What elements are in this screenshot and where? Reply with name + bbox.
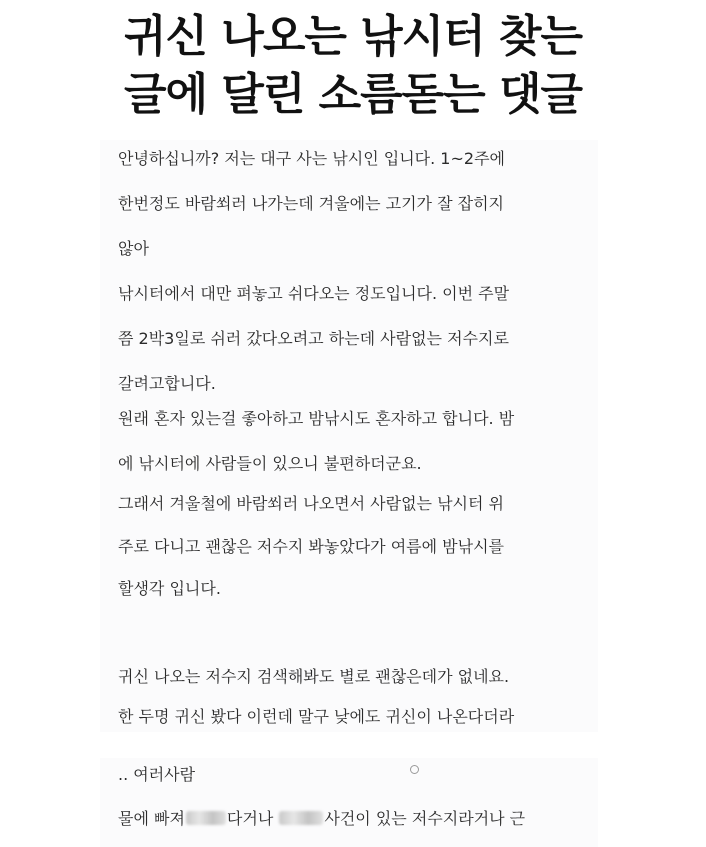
post-line: 귀신 나오는 저수지 검색해봐도 별로 괜찮은데가 없네요. [118, 667, 510, 686]
post-line: 원래 혼자 있는걸 좋아하고 밤낚시도 혼자하고 합니다. 밤 [118, 409, 515, 428]
post-line: 주로 다니고 괜찮은 저수지 봐놓았다가 여름에 밤낚시를 [118, 537, 505, 556]
post-line: 안녕하십니까? 저는 대구 사는 낚시인 입니다. 1~2주에 [118, 149, 505, 168]
cursor-indicator [410, 765, 419, 774]
censored-text [186, 811, 226, 825]
post-line: 한번정도 바람쐬러 나가는데 겨울에는 고기가 잘 잡히지 [118, 194, 505, 213]
post-line: 할생각 입니다. [118, 579, 221, 598]
comment-body [100, 758, 598, 847]
headline [0, 8, 706, 124]
comment-line: .. 여러사람 [118, 765, 196, 784]
post-line: 갈려고합니다. [118, 374, 216, 393]
post-line: 한 두명 귀신 봤다 이런데 말구 낮에도 귀신이 나온다더라 [118, 707, 515, 726]
post-line: 그래서 겨울철에 바람쐬러 나오면서 사람없는 낚시터 위 [118, 494, 505, 513]
post-body [100, 140, 598, 732]
post-line: 에 낚시터에 사람들이 있으니 불편하더군요. [118, 454, 422, 473]
headline-line-1: 귀신 나오는 낚시터 찾는 [124, 11, 582, 62]
post-line: 쯤 2박3일로 쉬러 갔다오려고 하는데 사람없는 저수지로 [118, 329, 509, 348]
comment-text: 사건이 있는 저수지라거나 근 [324, 809, 526, 828]
comment-line [118, 804, 525, 834]
post-line: 낚시터에서 대만 펴놓고 쉬다오는 정도입니다. 이번 주말 [118, 284, 510, 303]
censored-text [279, 811, 323, 825]
comment-text: 다거나 [226, 809, 274, 828]
comment-text: 물에 빠져 [118, 809, 185, 828]
post-line: 않아 [118, 239, 149, 258]
headline-line-2: 글에 달린 소름돋는 댓글 [124, 69, 582, 120]
